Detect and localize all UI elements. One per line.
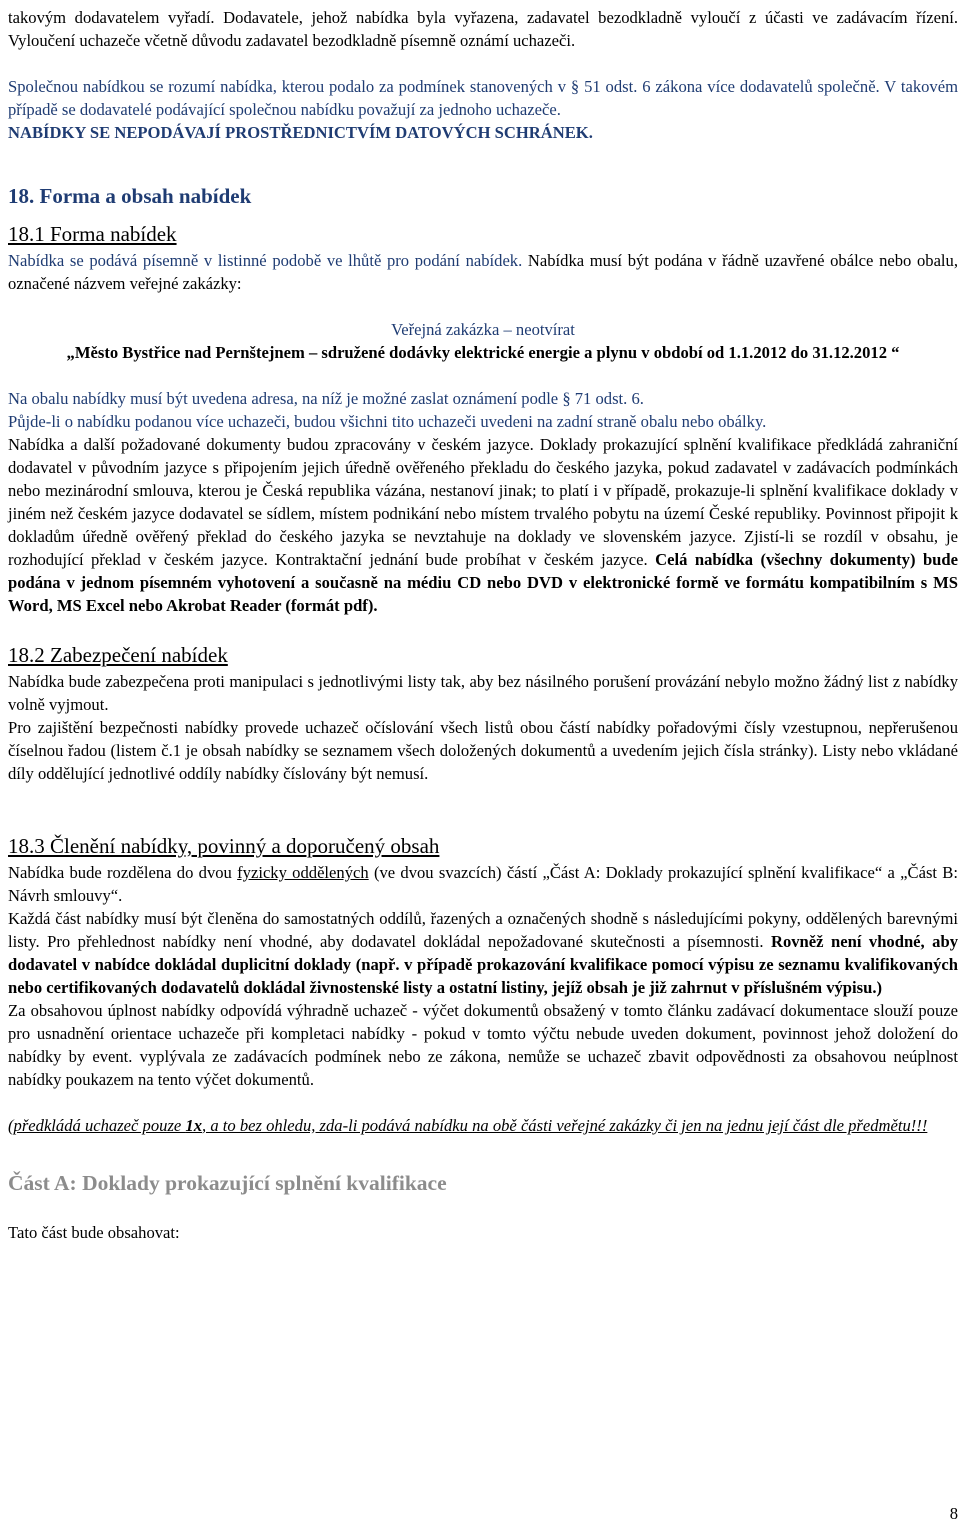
paragraph-18-3-a-underlined: fyzicky oddělených xyxy=(237,863,369,882)
paragraph-intro-2: Společnou nabídkou se rozumí nabídka, kterou podalo za podmínek stanovených v § 51 odst. 6 zákona více dodavatelů společně. V takovém případě se dodavatelé podávající společnou nabídku považují za jednoho uchazeče. xyxy=(8,77,958,119)
page-number: 8 xyxy=(949,1504,958,1523)
paragraph-18-1-a-part-1: Nabídka se podává písemně v listinné podobě ve lhůtě pro podání nabídek. xyxy=(8,251,523,270)
subsection-18-2-title: 18.2 Zabezpečení nabídek xyxy=(8,643,228,667)
paragraph-18-1-d-normal: Nabídka a další požadované dokumenty budou zpracovány v českém jazyce. Doklady prokazující splnění kvalifikace předkládá zahraniční dodavatel v původním jazyce s připojením jejich úředně ověřeného překladu do českého jazyka, pokud zadavatel v zadávacích podmínkách nebo mezinárodní smlouva, kterou je Česká republika vázána, nestanoví jinak; to platí i v případě, prokazuje-li splnění kvalifikace doklady v jiném než českém jazyce dodavatel se sídlem, místem podnikání nebo místem trvalého pobytu na území České republiky. Povinnost připojit k dokladům úředně ověřený překlad do českého jazyka se nevztahuje na doklady ve slovenském jazyce. Zjistí-li se rozdíl v obsahu, je rozhodující překlad v českém jazyce. Kontraktační jednání bude probíhat v českém jazyce. xyxy=(8,435,958,569)
paragraph-18-2-a: Nabídka bude zabezpečena proti manipulaci s jednotlivými listy tak, aby bez násilného porušení provázání nebylo možno žádný list z nabídky volně vyjmout. xyxy=(8,672,958,714)
document-page xyxy=(8,6,958,1244)
paragraph-18-3-b-bold: Rovněž není vhodné, aby dodavatel v nabídce dokládal duplicitní doklady (např. v případě prokazování kvalifikace pomocí výpisu ze seznamu kvalifikovaných nebo certifikovaných dodavatelů dokládal živnostenské listy a ostatní listiny, jejíž obsah je již zahrnut v příslušném výpisu.) xyxy=(8,932,958,997)
paragraph-18-2-b: Pro zajištění bezpečnosti nabídky provede uchazeč očíslování všech listů obou částí nabídky pořadovými čísly vzestupnou, nepřerušenou číselnou řadou (listem č.1 je obsah nabídky se seznamem všech doložených dokumentů a uvedením jejich čísla stránky). Listy nebo vkládané díly oddělující jednotlivé oddíly nabídky číslovány být nemusí. xyxy=(8,718,958,783)
paragraph-18-1-d-bold: Celá nabídka (všechny dokumenty) bude podána v jednom písemném vyhotovení a současně na médiu CD nebo DVD v elektronické formě ve formátu kompatibilním s MS Word, MS Excel nebo Akrobat Reader (formát pdf). xyxy=(8,550,958,615)
paragraph-18-3-a-part-1: Nabídka bude rozdělena do dvou xyxy=(8,863,238,882)
paragraph-intro-1: takovým dodavatelem vyřadí. Dodavatele, jehož nabídka byla vyřazena, zadavatel bezodkladně vyloučí z účasti ve zadávacím řízení. Vyloučení uchazeče včetně důvodu zadavatel bezodkladně písemně oznámí uchazeči. xyxy=(8,8,958,50)
note-part-1: (předkládá uchazeč pouze xyxy=(8,1116,186,1135)
paragraph-18-3-b xyxy=(8,907,958,999)
part-a-label: Část A: xyxy=(8,1171,83,1195)
part-a-heading xyxy=(8,1168,958,1198)
datove-schranky-notice: NABÍDKY SE NEPODÁVAJÍ PROSTŘEDNICTVÍM DATOVÝCH SCHRÁNEK. xyxy=(8,123,593,142)
paragraph-18-1-b: Na obalu nabídky musí být uvedena adresa, na níž je možné zaslat oznámení podle § 71 odst. 6. xyxy=(8,389,644,408)
note-single-submission xyxy=(8,1114,958,1137)
paragraph-18-1-d xyxy=(8,433,958,617)
subsection-18-1-title: 18.1 Forma nabídek xyxy=(8,222,177,246)
subsection-18-3-title: 18.3 Členění nabídky, povinný a doporučený obsah xyxy=(8,834,440,858)
paragraph-18-1-a-part-2: Nabídka musí být podána v řádně uzavřené obálce nebo obalu, označené názvem veřejné zakázky: xyxy=(8,251,958,293)
section-18-title: 18. Forma a obsah nabídek xyxy=(8,184,252,208)
paragraph-18-1-c: Půjde-li o nabídku podanou více uchazeči, budou všichni tito uchazeči uvedeni na zadní straně obalu nebo obálky. xyxy=(8,412,767,431)
envelope-title: „Město Bystřice nad Pernštejnem – sdružené dodávky elektrické energie a plynu v období od 1.1.2012 do 31.12.2012 “ xyxy=(66,343,900,362)
envelope-label: Veřejná zakázka – neotvírat xyxy=(391,320,575,339)
part-a-title: Doklady prokazující splnění kvalifikace xyxy=(82,1171,447,1195)
paragraph-18-3-c: Za obsahovou úplnost nabídky odpovídá výhradně uchazeč - výčet dokumentů obsažený v tomto článku zadávací dokumentace slouží pouze pro usnadnění orientace uchazeče při kompletaci nabídky - pokud v tomto výčtu nebude uveden dokument, povinnost jehož doložení do nabídky by event. vyplývala ze zadávacích podmínek nebo ze zákona, nemůže se uchazeč zbavit odpovědnosti za obsahovou neúplnost nabídky poukazem na tento výčet dokumentů. xyxy=(8,1001,958,1089)
paragraph-18-3-b-normal: Každá část nabídky musí být členěna do samostatných oddílů, řazených a označených shodně s následujícími pokyny, oddělených barevnými listy. Pro přehlednost nabídky není vhodné, aby dodavatel dokládal nepožadované skutečnosti a písemnosti. xyxy=(8,909,958,951)
note-part-2: , a to bez ohledu, zda-li podává nabídku na obě části veřejné zakázky či jen na jednu její část dle předmětu!!! xyxy=(202,1116,928,1135)
note-bold: 1x xyxy=(185,1116,203,1135)
part-a-intro: Tato část bude obsahovat: xyxy=(8,1223,180,1242)
paragraph-18-3-a xyxy=(8,861,958,907)
paragraph-18-3-a-part-2: (ve dvou svazcích) částí „Část A: Doklady prokazující splnění kvalifikace“ a „Část B: Návrh smlouvy“. xyxy=(8,863,958,905)
paragraph-18-1-a xyxy=(8,249,958,295)
